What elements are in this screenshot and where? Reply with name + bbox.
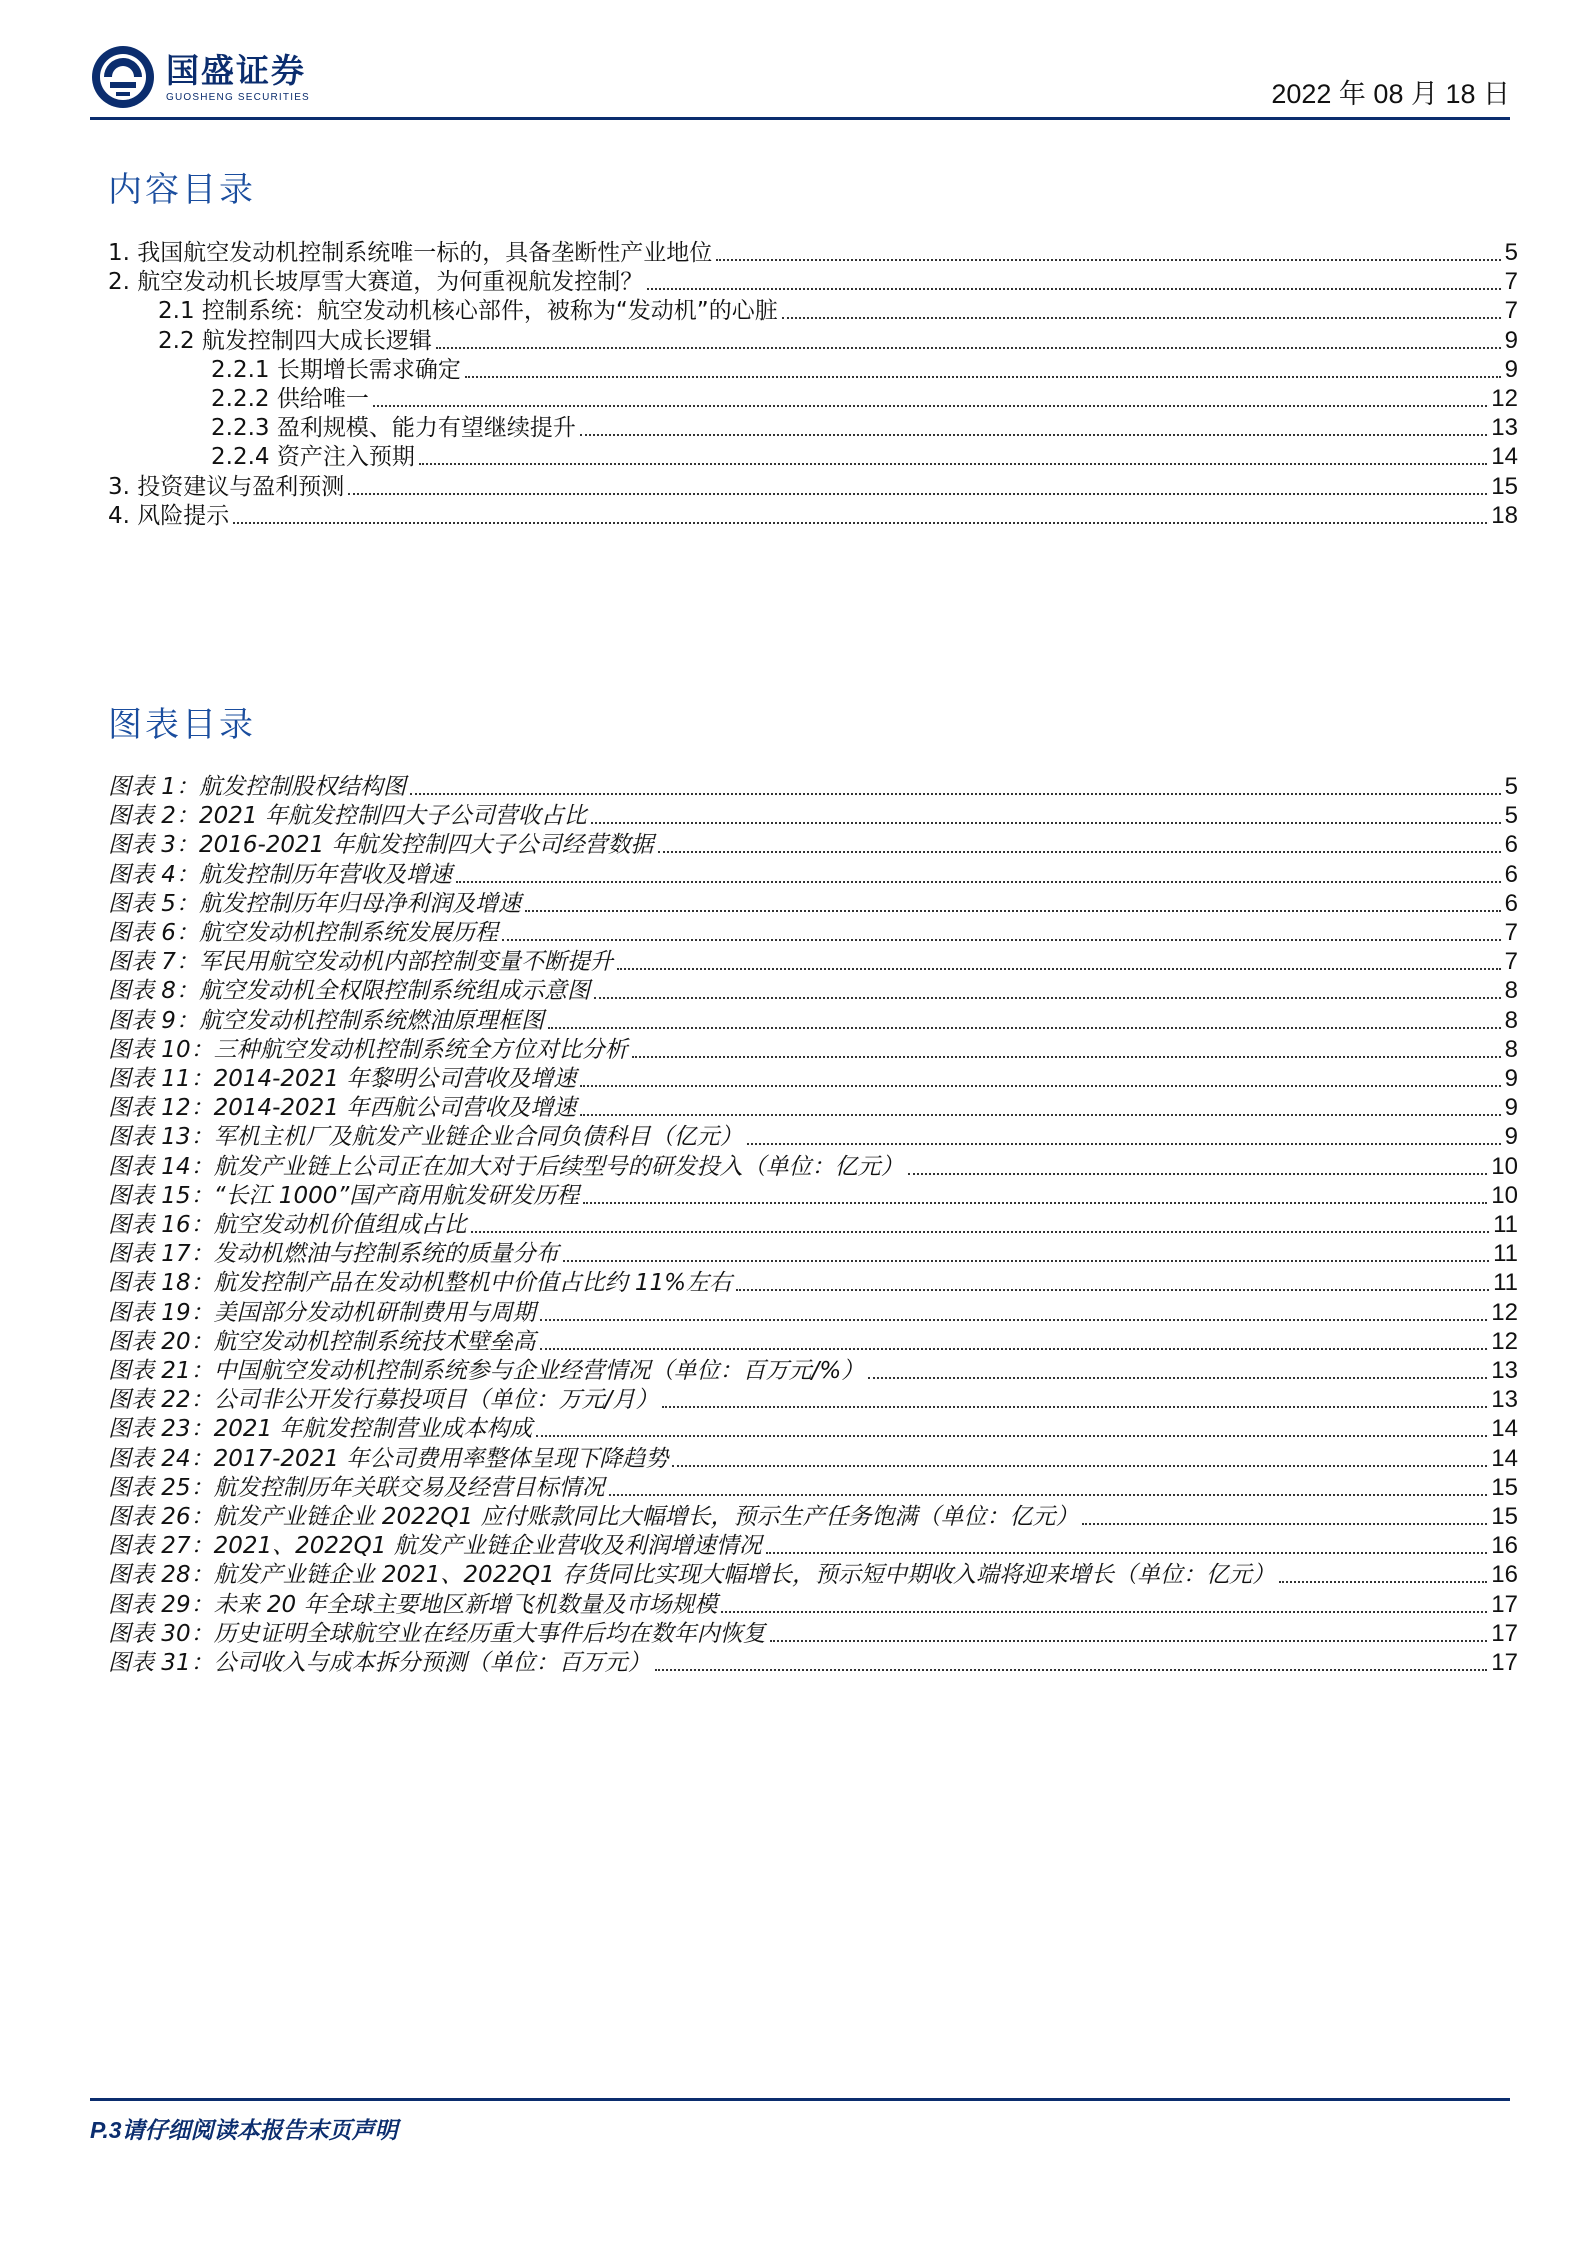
toc-entry[interactable]	[108, 491, 1518, 531]
entry-page-number: 11	[1493, 1240, 1518, 1268]
entry-page-number: 15	[1491, 1473, 1518, 1501]
entry-title: 2.2.2 供给唯一	[211, 386, 369, 412]
entry-title: 2. 航空发动机长坡厚雪大赛道，为何重视航发控制？	[108, 269, 644, 296]
entry-page-number: 6	[1504, 889, 1518, 917]
toc-title: 内容目录	[108, 170, 256, 210]
entry-title: 图表 19：美国部分发动机研制费用与周期	[108, 1299, 536, 1326]
entry-page-number: 9	[1504, 326, 1518, 354]
entry-page-number: 9	[1504, 1094, 1518, 1122]
entry-title: 图表 10：三种航空发动机控制系统全方位对比分析	[108, 1036, 628, 1063]
entry-page-number: 17	[1491, 1649, 1518, 1676]
entry-page-number: 14	[1491, 1444, 1518, 1472]
entry-title: 图表 31：公司收入与成本拆分预测（单位：百万元）	[108, 1650, 651, 1676]
entry-title: 图表 8：航空发动机全权限控制系统组成示意图	[108, 978, 590, 1005]
entry-title: 图表 17：发动机燃油与控制系统的质量分布	[108, 1241, 559, 1268]
entry-title: 图表 29：未来 20 年全球主要地区新增飞机数量及市场规模	[108, 1591, 718, 1618]
entry-title: 2.2 航发控制四大成长逻辑	[158, 327, 432, 354]
entry-page-number: 8	[1504, 977, 1518, 1005]
entry-title: 2.1 控制系统：航空发动机核心部件，被称为“发动机”的心脏	[158, 298, 778, 325]
entry-title: 图表 11：2014-2021 年黎明公司营收及增速	[108, 1066, 577, 1092]
entry-title: 3. 投资建议与盈利预测	[108, 473, 345, 500]
entry-title: 图表 3：2016-2021 年航发控制四大子公司经营数据	[108, 832, 654, 859]
entry-title: 图表 21：中国航空发动机控制系统参与企业经营情况（单位：百万元/%）	[108, 1358, 865, 1384]
header-divider	[90, 117, 1510, 120]
entry-page-number: 9	[1504, 1065, 1518, 1092]
entry-title: 图表 9：航空发动机控制系统燃油原理框图	[108, 1007, 544, 1034]
entry-title: 2.2.1 长期增长需求确定	[211, 356, 461, 383]
dot-leader	[233, 522, 1487, 524]
entry-page-number: 7	[1504, 297, 1518, 325]
entry-title: 1. 我国航空发动机控制系统唯一标的，具备垄断性产业地位	[108, 240, 713, 266]
entry-page-number: 10	[1491, 1181, 1518, 1209]
entry-title: 图表 26：航发产业链企业 2022Q1 应付账款同比大幅增长，预示生产任务饱满（单位：亿元）	[108, 1504, 1079, 1530]
entry-title: 图表 6：航空发动机控制系统发展历程	[108, 920, 498, 946]
entry-page-number: 14	[1491, 443, 1518, 471]
page-footer	[90, 2112, 398, 2145]
entry-page-number: 18	[1491, 501, 1518, 529]
entry-page-number: 15	[1491, 1503, 1518, 1530]
logo-english-name: GUOSHENG SECURITIES	[166, 91, 310, 103]
entry-title: 图表 5：航发控制历年归母净利润及增速	[108, 890, 521, 917]
figures-title: 图表目录	[108, 705, 256, 745]
entry-title: 图表 23：2021 年航发控制营业成本构成	[108, 1416, 533, 1443]
entry-page-number: 7	[1504, 919, 1518, 946]
entry-title: 图表 14：航发产业链上公司正在加大对于后续型号的研发投入（单位：亿元）	[108, 1153, 904, 1180]
entry-page-number: 8	[1504, 1035, 1518, 1063]
entry-title: 图表 18：航发控制产品在发动机整机中价值占比约 11%左右	[108, 1270, 733, 1297]
entry-page-number: 16	[1491, 1532, 1518, 1560]
disclaimer-notice[interactable]: 请仔细阅读本报告末页声明	[121, 2118, 398, 2144]
entry-title: 图表 7：军民用航空发动机内部控制变量不断提升	[108, 949, 613, 976]
entry-page-number: 17	[1491, 1619, 1518, 1647]
entry-page-number: 15	[1491, 472, 1518, 500]
company-logo	[90, 44, 310, 110]
entry-page-number: 11	[1493, 1269, 1518, 1297]
entry-page-number: 10	[1491, 1152, 1518, 1180]
guosheng-logo-icon	[90, 44, 156, 110]
entry-page-number: 6	[1504, 860, 1518, 888]
entry-title: 图表 25：航发控制历年关联交易及经营目标情况	[108, 1474, 605, 1501]
dot-leader	[655, 1669, 1488, 1671]
entry-title: 2.2.4 资产注入预期	[211, 444, 415, 471]
logo-chinese-name: 国盛证券	[166, 50, 306, 90]
entry-title: 图表 13：军机主机厂及航发产业链企业合同负债科目（亿元）	[108, 1124, 743, 1151]
entry-title: 图表 2：2021 年航发控制四大子公司营收占比	[108, 803, 587, 830]
entry-title: 2.2.3 盈利规模、能力有望继续提升	[211, 415, 576, 442]
entry-page-number: 13	[1491, 1386, 1518, 1414]
entry-page-number: 11	[1493, 1211, 1518, 1238]
entry-title: 图表 12：2014-2021 年西航公司营收及增速	[108, 1095, 577, 1122]
entry-page-number: 9	[1504, 1123, 1518, 1151]
footer-divider	[90, 2098, 1510, 2101]
entry-title: 图表 27：2021、2022Q1 航发产业链企业营收及利润增速情况	[108, 1533, 762, 1560]
entry-page-number: 7	[1504, 268, 1518, 296]
entry-page-number: 17	[1491, 1590, 1518, 1618]
entry-page-number: 12	[1491, 385, 1518, 412]
entry-title: 图表 24：2017-2021 年公司费用率整体呈现下降趋势	[108, 1445, 669, 1472]
entry-title: 图表 28：航发产业链企业 2021、2022Q1 存货同比实现大幅增长，预示短中期收入端将迎来增长（单位：亿元）	[108, 1562, 1276, 1589]
report-date: 2022 年 08 月 18 日	[1271, 79, 1510, 109]
entry-page-number: 6	[1504, 831, 1518, 859]
entry-page-number: 7	[1504, 948, 1518, 976]
entry-title: 图表 4：航发控制历年营收及增速	[108, 861, 452, 888]
entry-page-number: 8	[1504, 1006, 1518, 1034]
entry-page-number: 13	[1491, 414, 1518, 442]
entry-page-number: 14	[1491, 1415, 1518, 1443]
entry-title: 图表 20：航空发动机控制系统技术壁垒高	[108, 1328, 536, 1355]
entry-title: 4. 风险提示	[108, 502, 230, 529]
entry-title: 图表 1：航发控制股权结构图	[108, 774, 406, 800]
entry-page-number: 12	[1491, 1327, 1518, 1355]
entry-page-number: 5	[1504, 239, 1518, 266]
entry-title: 图表 30：历史证明全球航空业在经历重大事件后均在数年内恢复	[108, 1620, 766, 1647]
entry-page-number: 5	[1504, 802, 1518, 830]
entry-page-number: 9	[1504, 355, 1518, 383]
entry-title: 图表 22：公司非公开发行募投项目（单位：万元/月）	[108, 1387, 659, 1414]
page-header	[90, 44, 1510, 122]
entry-page-number: 13	[1491, 1357, 1518, 1384]
figure-entry[interactable]	[108, 1638, 1518, 1678]
entry-page-number: 12	[1491, 1298, 1518, 1326]
entry-title: 图表 15：“长江 1000”国产商用航发研发历程	[108, 1182, 580, 1209]
entry-title: 图表 16：航空发动机价值组成占比	[108, 1212, 467, 1238]
entry-page-number: 16	[1491, 1561, 1518, 1589]
page-number: P.3	[90, 2117, 122, 2143]
entry-page-number: 5	[1504, 773, 1518, 800]
